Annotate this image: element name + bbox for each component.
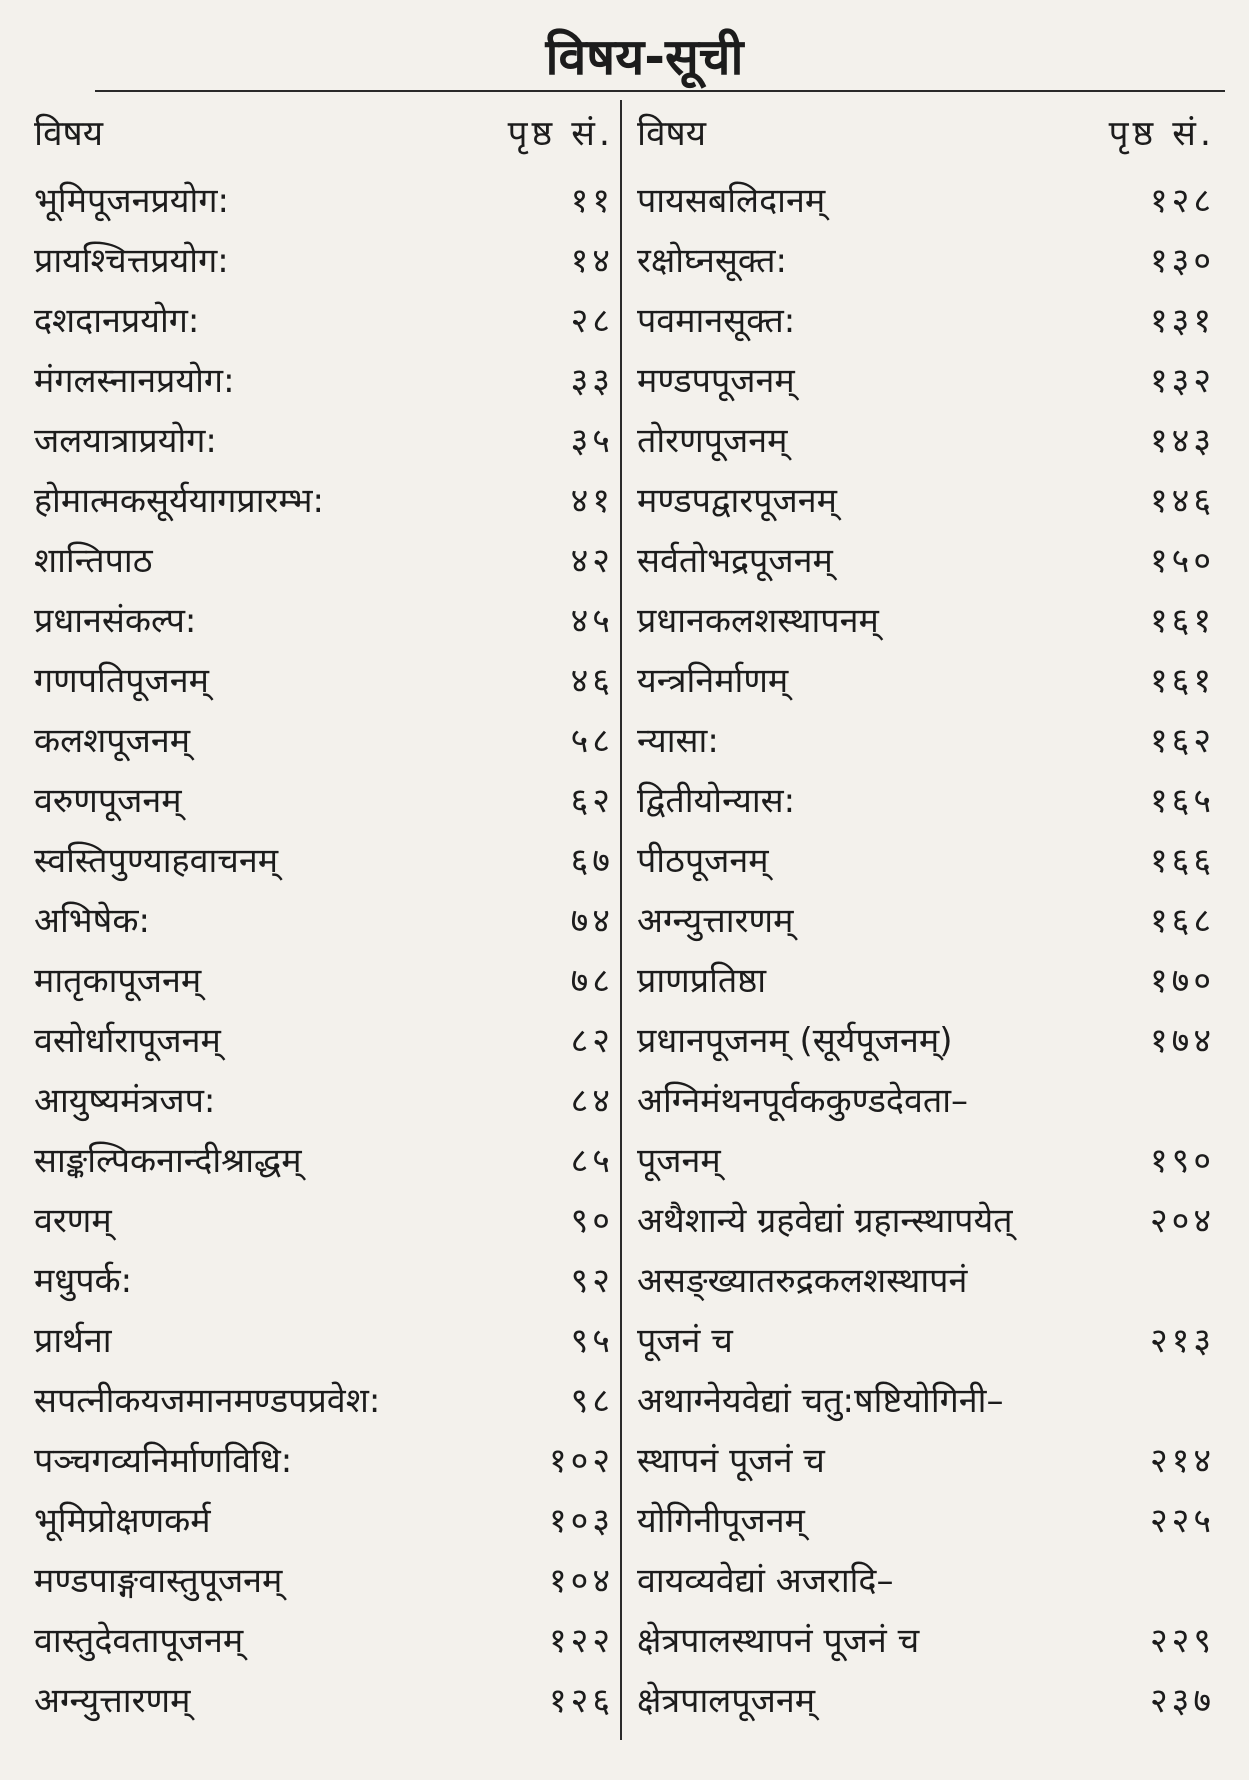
toc-entry <box>633 1542 1221 1602</box>
toc-entry <box>30 1242 620 1302</box>
toc-entry <box>633 582 1221 642</box>
entry-topic: अग्न्युत्तारणम् <box>34 1681 191 1721</box>
entry-page: ७८ <box>570 961 614 1001</box>
toc-column-left <box>30 100 620 1722</box>
toc-entry <box>30 402 620 462</box>
entry-page: ६२ <box>570 781 614 821</box>
page-header: पृष्ठ सं. <box>507 114 614 154</box>
entry-page: २८ <box>570 301 614 341</box>
toc-entry <box>633 702 1221 762</box>
toc-entry <box>30 1302 620 1362</box>
title-rule <box>95 90 1225 92</box>
toc-entry <box>633 1002 1221 1062</box>
toc-entry <box>633 822 1221 882</box>
entry-topic: वरणम् <box>34 1201 112 1241</box>
toc-entry <box>30 1182 620 1242</box>
entry-page: ४६ <box>570 661 614 701</box>
toc-entry <box>30 582 620 642</box>
toc-entry <box>633 282 1221 342</box>
entry-page: ४२ <box>570 541 614 581</box>
entry-topic: स्वस्तिपुण्याहवाचनम् <box>34 841 279 881</box>
entry-topic: प्रधानकलशस्थापनम् <box>637 601 879 641</box>
entry-page: १६१ <box>1149 661 1215 701</box>
entry-page: १३२ <box>1149 361 1215 401</box>
entry-topic: पूजनं च <box>637 1321 733 1361</box>
entry-topic: दशदानप्रयोग: <box>34 301 200 341</box>
toc-entry <box>30 1542 620 1602</box>
entry-topic: प्राणप्रतिष्ठा <box>637 961 767 1001</box>
entry-page: ९८ <box>570 1381 614 1421</box>
toc-entry <box>30 1602 620 1662</box>
entry-topic: साङ्कल्पिकनान्दीश्राद्धम् <box>34 1141 302 1181</box>
entry-page: ९२ <box>570 1261 614 1301</box>
toc-entry <box>30 342 620 402</box>
entry-page: ८४ <box>570 1081 614 1121</box>
entry-page: १७४ <box>1149 1021 1215 1061</box>
entry-topic: मण्डपपूजनम् <box>637 361 795 401</box>
toc-entry <box>633 762 1221 822</box>
entry-topic: स्थापनं पूजनं च <box>637 1441 825 1481</box>
toc-entry <box>30 1482 620 1542</box>
topic-header: विषय <box>637 114 707 154</box>
toc-entry <box>30 1422 620 1482</box>
entry-page: २२५ <box>1149 1501 1215 1541</box>
entry-topic: द्वितीयोन्यास: <box>637 781 796 821</box>
entry-page: ९५ <box>570 1321 614 1361</box>
entry-page: १४ <box>570 241 614 281</box>
entry-page: २१३ <box>1149 1321 1215 1361</box>
entry-page: ३५ <box>570 421 614 461</box>
toc-entry <box>30 882 620 942</box>
entry-topic: वास्तुदेवतापूजनम् <box>34 1621 244 1661</box>
entry-page: १०२ <box>548 1441 614 1481</box>
entry-page: १४३ <box>1149 421 1215 461</box>
topic-header: विषय <box>34 114 104 154</box>
entry-page: १५० <box>1149 541 1215 581</box>
toc-entry <box>30 702 620 762</box>
entry-page: ८५ <box>570 1141 614 1181</box>
toc-entry <box>633 882 1221 942</box>
toc-entry <box>30 1662 620 1722</box>
entry-page: १६८ <box>1149 901 1215 941</box>
toc-entry <box>30 822 620 882</box>
entry-topic: होमात्मकसूर्ययागप्रारम्भ: <box>34 481 324 521</box>
entry-topic: तोरणपूजनम् <box>637 421 788 461</box>
entry-page: २०४ <box>1149 1201 1215 1241</box>
toc-entry <box>30 222 620 282</box>
entry-topic: पीठपूजनम् <box>637 841 769 881</box>
entry-topic: यन्त्रनिर्माणम् <box>637 661 789 701</box>
entry-page: ९० <box>570 1201 614 1241</box>
entry-page: १०४ <box>548 1561 614 1601</box>
entry-topic: सपत्नीकयजमानमण्डपप्रवेश: <box>34 1381 381 1421</box>
entry-topic: प्रधानसंकल्प: <box>34 601 197 641</box>
toc-entry <box>30 522 620 582</box>
column-divider <box>620 100 622 1740</box>
entry-topic: असङ्ख्यातरुद्रकलशस्थापनं <box>637 1261 968 1301</box>
toc-entry <box>633 1062 1221 1122</box>
entry-topic: क्षेत्रपालपूजनम् <box>637 1681 816 1721</box>
toc-entry <box>633 462 1221 522</box>
toc-entry <box>633 222 1221 282</box>
toc-entry <box>30 642 620 702</box>
entry-topic: अभिषेक: <box>34 901 150 941</box>
entry-page: १६२ <box>1149 721 1215 761</box>
entry-page: १२८ <box>1149 181 1215 221</box>
entry-page: २२९ <box>1149 1621 1215 1661</box>
entry-topic: प्रधानपूजनम् (सूर्यपूजनम्) <box>637 1021 953 1061</box>
entry-topic: गणपतिपूजनम् <box>34 661 209 701</box>
toc-entry <box>633 1362 1221 1422</box>
entry-topic: जलयात्राप्रयोग: <box>34 421 217 461</box>
toc-entry <box>633 1182 1221 1242</box>
entry-topic: भूमिप्रोक्षणकर्म <box>34 1501 211 1541</box>
entry-page: २३७ <box>1149 1681 1215 1721</box>
toc-entry <box>633 1422 1221 1482</box>
entry-topic: न्यासा: <box>637 721 719 761</box>
column-header <box>30 100 620 162</box>
entry-topic: पवमानसूक्त: <box>637 301 796 341</box>
entry-page: १२२ <box>548 1621 614 1661</box>
entry-topic: अग्निमंथनपूर्वककुण्डदेवता– <box>637 1081 969 1121</box>
toc-entry <box>633 1122 1221 1182</box>
toc-entry <box>30 762 620 822</box>
entry-page: ४५ <box>570 601 614 641</box>
page-title: विषय-सूची <box>545 28 744 86</box>
entry-topic: मंगलस्नानप्रयोग: <box>34 361 235 401</box>
toc-entry <box>30 1362 620 1422</box>
entry-page: १३१ <box>1149 301 1215 341</box>
entry-topic: योगिनीपूजनम् <box>637 1501 805 1541</box>
entry-topic: पायसबलिदानम् <box>637 181 826 221</box>
entry-page: ११ <box>570 181 614 221</box>
entry-page: ८२ <box>570 1021 614 1061</box>
entry-page: १६१ <box>1149 601 1215 641</box>
entry-page: १६६ <box>1149 841 1215 881</box>
toc-entry <box>633 342 1221 402</box>
entry-page: १०३ <box>548 1501 614 1541</box>
entry-topic: कलशपूजनम् <box>34 721 191 761</box>
entry-page: १७० <box>1149 961 1215 1001</box>
toc-entry <box>30 1062 620 1122</box>
entry-topic: सर्वतोभद्रपूजनम् <box>637 541 833 581</box>
entry-topic: शान्तिपाठ <box>34 541 153 581</box>
entry-topic: आयुष्यमंत्रजप: <box>34 1081 216 1121</box>
entry-page: २१४ <box>1149 1441 1215 1481</box>
toc-entry <box>633 1242 1221 1302</box>
entry-topic: मधुपर्क: <box>34 1261 133 1301</box>
toc-entry <box>633 1662 1221 1722</box>
toc-entry <box>633 162 1221 222</box>
entry-topic: पूजनम् <box>637 1141 721 1181</box>
toc-entry <box>633 642 1221 702</box>
toc-entry <box>30 162 620 222</box>
entry-page: ४१ <box>570 481 614 521</box>
toc-column-right <box>633 100 1221 1722</box>
toc-entry <box>633 402 1221 462</box>
toc-entry <box>30 282 620 342</box>
entry-topic: अथैशान्ये ग्रहवेद्यां ग्रहान्स्थापयेत् <box>637 1201 1013 1241</box>
entry-topic: वायव्यवेद्यां अजरादि– <box>637 1561 894 1601</box>
toc-entry <box>30 1002 620 1062</box>
toc-entry <box>30 462 620 522</box>
entry-topic: मण्डपाङ्गवास्तुपूजनम् <box>34 1561 283 1601</box>
toc-entry <box>30 942 620 1002</box>
entry-topic: वरुणपूजनम् <box>34 781 182 821</box>
toc-entry <box>30 1122 620 1182</box>
entry-page: ७४ <box>570 901 614 941</box>
entry-topic: अग्न्युत्तारणम् <box>637 901 794 941</box>
entry-topic: प्रायश्चित्तप्रयोग: <box>34 241 229 281</box>
entry-topic: प्रार्थना <box>34 1321 112 1361</box>
column-header <box>633 100 1221 162</box>
entry-topic: मातृकापूजनम् <box>34 961 202 1001</box>
page-header: पृष्ठ सं. <box>1108 114 1215 154</box>
entry-page: ६७ <box>570 841 614 881</box>
entry-topic: भूमिपूजनप्रयोग: <box>34 181 229 221</box>
entry-page: १३० <box>1149 241 1215 281</box>
toc-entry <box>633 1302 1221 1362</box>
entry-topic: पञ्चगव्यनिर्माणविधि: <box>34 1441 293 1481</box>
toc-entry <box>633 1482 1221 1542</box>
entry-page: १९० <box>1149 1141 1215 1181</box>
entry-page: १६५ <box>1149 781 1215 821</box>
entry-page: १२६ <box>548 1681 614 1721</box>
entry-page: ३३ <box>570 361 614 401</box>
entry-page: ५८ <box>570 721 614 761</box>
entry-topic: मण्डपद्वारपूजनम् <box>637 481 837 521</box>
entry-page: १४६ <box>1149 481 1215 521</box>
toc-entry <box>633 522 1221 582</box>
entry-topic: अथाग्नेयवेद्यां चतु:षष्टियोगिनी– <box>637 1381 1004 1421</box>
entry-topic: रक्षोघ्नसूक्त: <box>637 241 787 281</box>
entry-topic: क्षेत्रपालस्थापनं पूजनं च <box>637 1621 920 1661</box>
toc-entry <box>633 1602 1221 1662</box>
entry-topic: वसोर्धारापूजनम् <box>34 1021 221 1061</box>
toc-entry <box>633 942 1221 1002</box>
